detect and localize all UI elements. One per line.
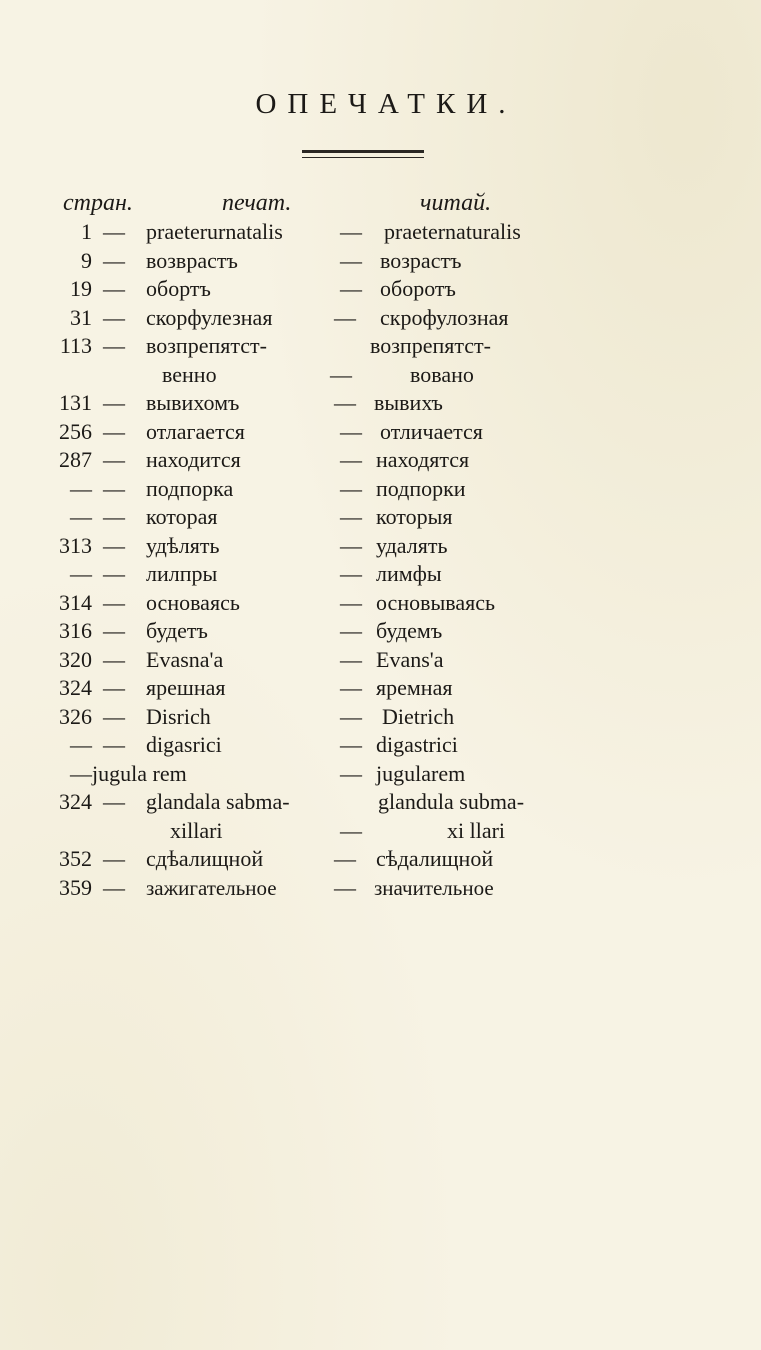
dash: — [340,589,362,615]
dash: — [103,276,125,301]
read-text: лимфы [376,561,442,586]
printed-text: glandala sabma- [146,789,290,814]
page-number: 359 [59,874,92,900]
page-number: — [70,561,92,586]
errata-row [0,332,761,361]
read-text: будемъ [376,618,443,643]
printed-text: ярешная [146,675,226,700]
read-text: сѣдалищной [376,846,494,871]
errata-row [0,247,761,276]
page-number: 113 [59,333,92,358]
dash: — [103,874,125,900]
read-text: отличается [380,418,483,444]
dash: — [103,532,125,558]
dash: — [103,304,125,330]
dash: — [340,561,362,586]
errata-row [0,475,761,504]
dash: — [103,418,125,444]
page-number: 316 [59,618,92,643]
read-text: яремная [376,675,453,700]
errata-row [0,503,761,532]
read-text: praeternaturalis [384,219,521,244]
dash: — [103,561,125,586]
page-number: 287 [59,447,92,472]
dash: — [103,675,125,700]
printed-text: лилпры [146,561,218,586]
errata-row [0,446,761,475]
page-number: 131 [59,390,92,415]
dash: — [340,475,362,501]
dash: — [340,418,362,444]
header-read: читай. [420,190,492,216]
page-title: ОПЕЧАТКИ. [255,88,517,120]
printed-text: возврастъ [146,247,238,273]
dash: — [340,447,362,472]
printed-text: xillari [170,817,223,843]
errata-row [0,731,761,760]
errata-row [0,418,761,447]
read-text: digastrici [376,732,458,757]
page-number: 19 [70,276,92,301]
read-text: glandula subma- [378,789,525,814]
page-number: 256 [59,418,92,444]
read-text: удалять [376,532,448,558]
read-text: основываясь [376,589,496,615]
dash: — [103,504,125,529]
dash: — [340,618,362,643]
read-text: вовано [410,361,474,387]
printed-text: jugula rem [92,760,187,786]
page-number: 326 [59,703,92,729]
printed-text: digasrici [146,732,222,757]
read-text: вывихъ [374,390,443,415]
printed-text: основаясь [146,589,240,615]
dash: — [334,390,356,415]
errata-row [0,845,761,874]
read-text: Evans'a [376,646,444,672]
dash: — [340,276,362,301]
errata-row [0,218,761,247]
dash: — [103,333,125,358]
page-number: — [70,760,92,786]
errata-row [0,275,761,304]
double-rule-divider [302,150,424,158]
page-number: 320 [59,646,92,672]
dash: — [103,732,125,757]
read-text: возрастъ [380,247,462,273]
read-text: находятся [376,447,470,472]
dash: — [340,247,362,273]
errata-row [0,560,761,589]
errata-row [0,304,761,333]
page-number: — [70,504,92,529]
dash: — [340,219,362,244]
page-number: 352 [59,846,92,871]
read-text: оборотъ [380,276,456,301]
printed-text: сдѣалищной [146,846,264,871]
read-text: Dietrich [382,703,455,729]
errata-row-continuation [0,817,761,846]
errata-row [0,788,761,817]
printed-text: Evasna'a [146,646,224,672]
printed-text: обортъ [146,276,211,301]
errata-row [0,617,761,646]
printed-text: Disrich [146,703,211,729]
dash: — [103,618,125,643]
read-text: xi llari [447,817,506,843]
page-number: — [70,475,92,501]
page-number: 313 [59,532,92,558]
printed-text: удѣлять [146,532,220,558]
dash: — [334,846,356,871]
page-number: 31 [70,304,92,330]
printed-text: венно [162,361,217,387]
dash: — [340,675,362,700]
dash: — [103,219,125,244]
printed-text: отлагается [146,418,245,444]
dash: — [103,846,125,871]
errata-row-continuation [0,361,761,390]
read-text: которыя [376,504,453,529]
dash: — [340,646,362,672]
page-number: 1 [81,219,92,244]
dash: — [340,504,362,529]
dash: — [340,732,362,757]
dash: — [340,532,362,558]
read-text: jugularem [376,760,466,786]
page-number: 9 [81,247,92,273]
page-number: 324 [59,789,92,814]
page-number: 314 [59,589,92,615]
dash: — [103,475,125,501]
errata-row [0,389,761,418]
dash: — [103,789,125,814]
printed-text: вывихомъ [146,390,240,415]
dash: — [103,447,125,472]
errata-row [0,674,761,703]
read-text: возпрепятст- [370,333,491,358]
read-text: значительное [374,875,494,900]
errata-row [0,760,761,789]
dash: — [340,760,362,786]
dash: — [103,589,125,615]
header-printed: печат. [222,190,292,216]
dash: — [103,646,125,672]
dash: — [330,361,352,387]
printed-text: зажигательное [146,875,277,900]
errata-row [0,532,761,561]
dash: — [334,304,356,330]
errata-row [0,874,761,903]
printed-text: praeterurnatalis [146,219,283,244]
dash: — [340,703,362,729]
dash: — [103,247,125,273]
dash: — [340,817,362,843]
printed-text: возпрепятст- [146,333,267,358]
dash: — [103,390,125,415]
printed-text: находится [146,447,241,472]
printed-text: будетъ [146,618,208,643]
header-page: стран. [63,190,133,216]
printed-text: подпорка [146,475,234,501]
printed-text: которая [146,504,218,529]
errata-row [0,646,761,675]
read-text: скрофулозная [380,304,509,330]
printed-text: скорфулезная [146,304,273,330]
errata-row [0,589,761,618]
errata-table [0,218,761,902]
dash: — [103,703,125,729]
errata-row [0,703,761,732]
read-text: подпорки [376,475,466,501]
page-number: 324 [59,675,92,700]
dash: — [334,874,356,900]
page-number: — [70,732,92,757]
